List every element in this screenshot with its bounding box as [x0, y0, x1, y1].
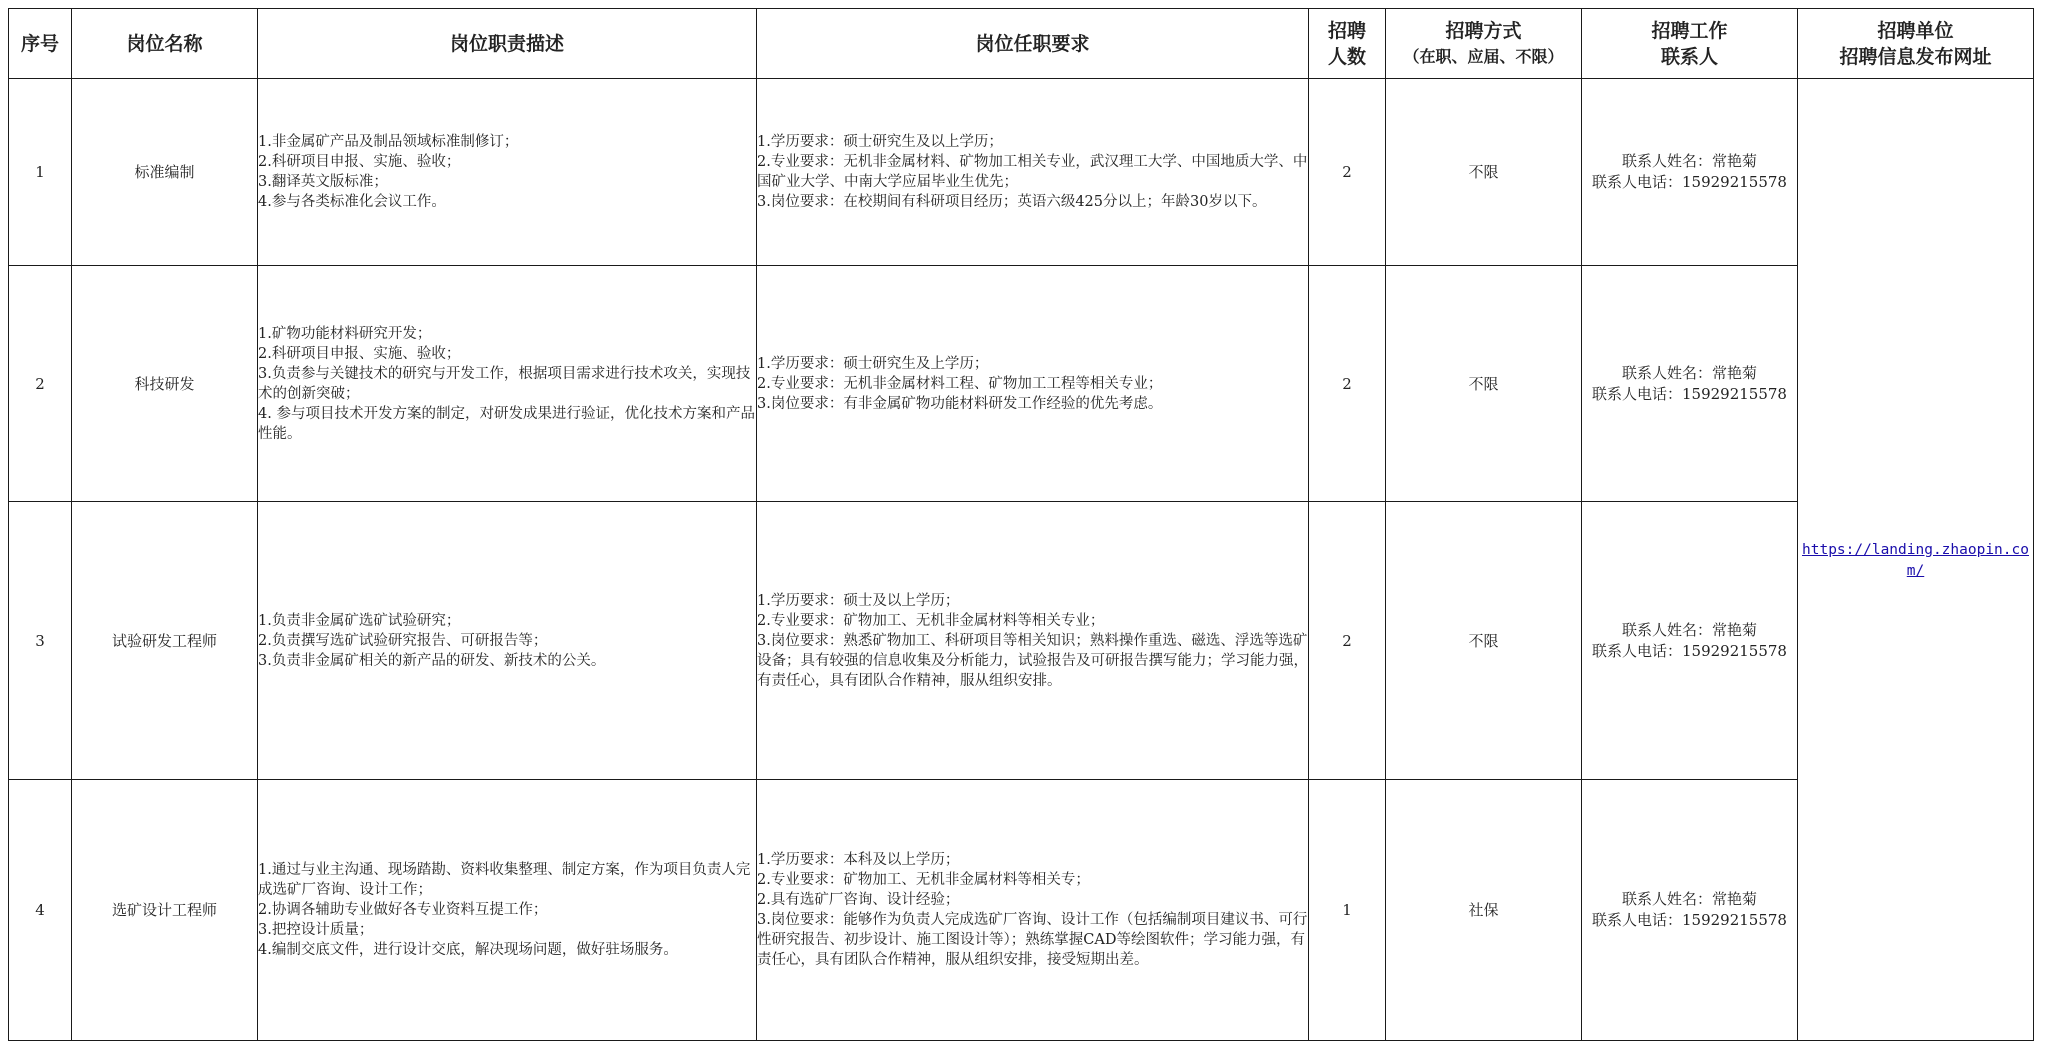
duty-line: 2.科研项目申报、实施、验收； — [258, 345, 461, 362]
contact-phone: 联系人电话：15929215578 — [1592, 384, 1787, 403]
row-seq: 4 — [9, 780, 72, 1041]
header-count-line2: 人数 — [1327, 45, 1366, 68]
table-row — [9, 780, 2034, 1041]
contact-name: 联系人姓名：常艳菊 — [1621, 152, 1757, 170]
header-site-line2: 招聘信息发布网址 — [1839, 45, 1992, 68]
row-duties — [258, 780, 757, 1041]
header-seq: 序号 — [9, 9, 72, 79]
header-site-line1: 招聘单位 — [1877, 19, 1954, 42]
row-seq: 3 — [9, 502, 72, 780]
table-row — [9, 79, 2034, 266]
row-contact — [1582, 266, 1798, 502]
header-method-line1: 招聘方式 — [1445, 19, 1522, 42]
row-method: 不限 — [1386, 79, 1582, 266]
requirement-line: 2.专业要求：无机非金属材料工程、矿物加工工程等相关专业； — [757, 375, 1163, 392]
duty-line: 3.负责非金属矿相关的新产品的研发、新技术的公关。 — [258, 652, 606, 669]
row-method: 不限 — [1386, 502, 1582, 780]
row-requirements — [757, 780, 1309, 1041]
header-method — [1386, 9, 1582, 79]
header-method-line2: （在职、应届、不限） — [1403, 46, 1564, 66]
row-position: 试验研发工程师 — [72, 502, 258, 780]
header-count-line1: 招聘 — [1327, 19, 1366, 42]
site-link[interactable]: https://landing.zhaopin.com/ — [1802, 541, 2029, 579]
duty-line: 3.负责参与关键技术的研究与开发工作，根据项目需求进行技术攻关，实现技术的创新突破； — [258, 365, 751, 402]
header-position: 岗位名称 — [72, 9, 258, 79]
row-contact — [1582, 502, 1798, 780]
duty-line: 3.把控设计质量； — [258, 922, 374, 938]
header-contact — [1582, 9, 1798, 79]
row-requirements — [757, 502, 1309, 780]
row-contact — [1582, 780, 1798, 1041]
row-duties — [258, 79, 757, 266]
contact-phone: 联系人电话：15929215578 — [1592, 173, 1787, 191]
row-position: 科技研发 — [72, 266, 258, 502]
header-requirements: 岗位任职要求 — [757, 9, 1309, 79]
duty-line: 1.通过与业主沟通、现场踏勘、资料收集整理、制定方案，作为项目负责人完成选矿厂咨询、设计工作； — [258, 862, 751, 898]
row-method: 不限 — [1386, 266, 1582, 502]
row-position: 选矿设计工程师 — [72, 780, 258, 1041]
table-row — [9, 266, 2034, 502]
requirement-line: 3.岗位要求：在校期间有科研项目经历；英语六级425分以上；年龄30岁以下。 — [757, 194, 1267, 210]
requirement-line: 3.岗位要求：有非金属矿物功能材料研发工作经验的优先考虑。 — [757, 395, 1163, 412]
row-count: 2 — [1309, 502, 1386, 780]
duty-line: 4. 参与项目技术开发方案的制定，对研发成果进行验证，优化技术方案和产品性能。 — [258, 405, 755, 442]
contact-phone: 联系人电话：15929215578 — [1592, 641, 1787, 660]
requirement-line: 3.岗位要求：熟悉矿物加工、科研项目等相关知识；熟料操作重选、磁选、浮选等选矿设备；具有较强的信息收集及分析能力，试验报告及可研报告撰写能力；学习能力强，有责任心，具有团队合作精神，服从组织安排。 — [757, 632, 1308, 689]
row-contact — [1582, 79, 1798, 266]
duty-line: 2.协调各辅助专业做好各专业资料互提工作； — [258, 902, 548, 918]
requirement-line: 3.岗位要求：能够作为负责人完成选矿厂咨询、设计工作（包括编制项目建议书、可行性研究报告、初步设计、施工图设计等）；熟练掌握CAD等绘图软件；学习能力强，有责任心，具有团队合作精神，服从组织安排，接受短期出差。 — [757, 912, 1308, 968]
row-requirements — [757, 79, 1309, 266]
row-method: 社保 — [1386, 780, 1582, 1041]
row-position: 标准编制 — [72, 79, 258, 266]
header-site — [1798, 9, 2034, 79]
header-duties: 岗位职责描述 — [258, 9, 757, 79]
row-seq: 2 — [9, 266, 72, 502]
duty-line: 3.翻译英文版标准； — [258, 174, 388, 190]
row-requirements — [757, 266, 1309, 502]
row-count: 2 — [1309, 266, 1386, 502]
header-contact-line2: 联系人 — [1660, 45, 1718, 68]
duty-line: 1.矿物功能材料研究开发； — [258, 325, 432, 342]
header-contact-line1: 招聘工作 — [1651, 19, 1728, 42]
duty-line: 2.负责撰写选矿试验研究报告、可研报告等； — [258, 632, 548, 649]
requirement-line: 2.具有选矿厂咨询、设计经验； — [757, 892, 960, 908]
duty-line: 1.负责非金属矿选矿试验研究； — [258, 612, 461, 629]
duty-line: 4.编制交底文件，进行设计交底，解决现场问题，做好驻场服务。 — [258, 942, 678, 958]
requirement-line: 1.学历要求：本科及以上学历； — [757, 852, 960, 868]
row-count: 2 — [1309, 79, 1386, 266]
contact-phone: 联系人电话：15929215578 — [1592, 911, 1787, 929]
row-count: 1 — [1309, 780, 1386, 1041]
requirement-line: 1.学历要求：硕士研究生及以上学历； — [757, 134, 1003, 150]
site-cell — [1798, 79, 2034, 1041]
duty-line: 1.非金属矿产品及制品领域标准制修订； — [258, 134, 519, 150]
requirement-line: 1.学历要求：硕士研究生及上学历； — [757, 355, 989, 372]
requirement-line: 2.专业要求：矿物加工、无机非金属材料等相关专； — [757, 872, 1090, 888]
requirement-line: 2.专业要求：矿物加工、无机非金属材料等相关专业； — [757, 612, 1105, 629]
row-seq: 1 — [9, 79, 72, 266]
row-duties — [258, 266, 757, 502]
contact-name: 联系人姓名：常艳菊 — [1621, 363, 1757, 382]
recruitment-table — [8, 8, 2034, 1041]
duty-line: 2.科研项目申报、实施、验收； — [258, 154, 461, 170]
header-count — [1309, 9, 1386, 79]
contact-name: 联系人姓名：常艳菊 — [1621, 890, 1757, 908]
duty-line: 4.参与各类标准化会议工作。 — [258, 194, 446, 210]
table-row — [9, 502, 2034, 780]
requirement-line: 2.专业要求：无机非金属材料、矿物加工相关专业，武汉理工大学、中国地质大学、中国矿业大学、中南大学应届毕业生优先； — [757, 154, 1308, 190]
row-duties — [258, 502, 757, 780]
header-row — [9, 9, 2034, 79]
requirement-line: 1.学历要求：硕士及以上学历； — [757, 592, 960, 609]
contact-name: 联系人姓名：常艳菊 — [1621, 620, 1757, 639]
